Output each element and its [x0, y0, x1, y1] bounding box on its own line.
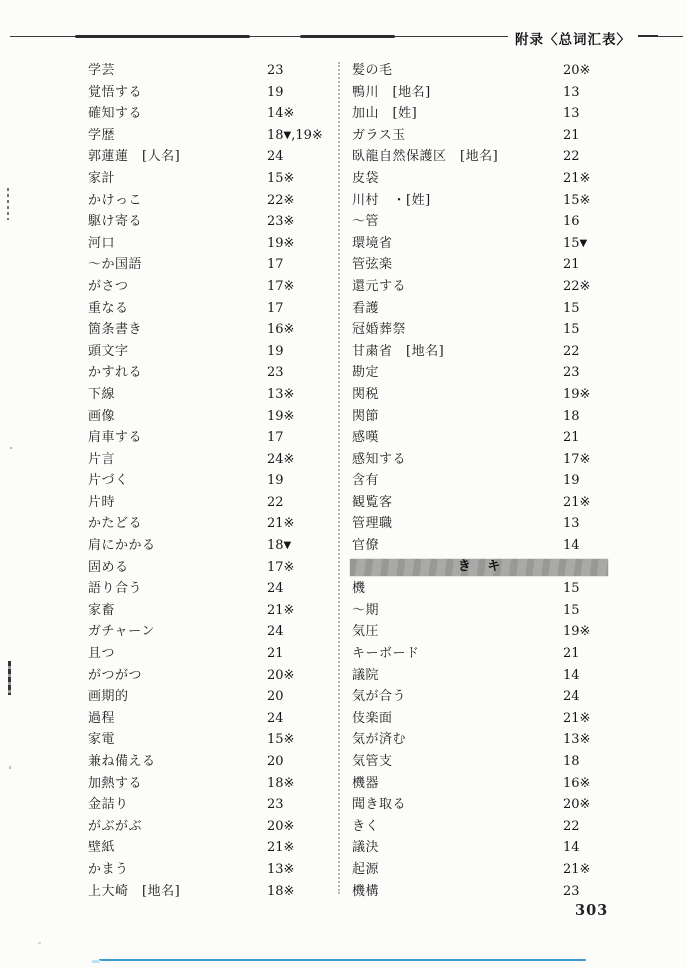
page-refs: 22 — [563, 343, 580, 359]
term-text: 気圧 — [352, 624, 380, 640]
list-item — [88, 621, 328, 643]
list-item — [88, 686, 328, 708]
term-text: 機 — [352, 581, 366, 597]
list-item — [352, 600, 608, 622]
page-refs: 21 — [267, 646, 284, 662]
term-text: がさつ — [88, 278, 129, 294]
page-refs: 23 — [267, 63, 284, 78]
list-item — [88, 794, 328, 816]
page-refs: 15 — [563, 322, 580, 338]
term-text: 加山 [姓] — [352, 106, 418, 122]
list-item — [352, 384, 608, 406]
list-item — [88, 103, 328, 125]
list-item — [88, 513, 328, 535]
page-refs: 23 — [563, 883, 580, 899]
list-item — [88, 470, 328, 492]
list-item — [352, 254, 608, 276]
list-item — [352, 837, 608, 859]
list-item — [88, 190, 328, 212]
term-text: 過程 — [88, 710, 116, 726]
term-text: 管理職 — [352, 516, 393, 532]
footer-accent-line — [99, 959, 586, 961]
term-text: 肩にかかる — [88, 538, 156, 554]
page-refs: 13 — [563, 84, 580, 100]
section-band-row — [352, 557, 608, 579]
page-refs: 21※ — [563, 710, 591, 726]
term-text: ガチャーン — [88, 624, 155, 640]
term-text: 冠婚葬祭 — [352, 322, 407, 338]
page-refs: 18※ — [267, 883, 295, 899]
term-text: 家計 — [88, 170, 116, 186]
term-text: 看護 — [352, 300, 380, 316]
scan-artifact — [38, 942, 41, 944]
scan-artifact — [9, 766, 11, 769]
page-refs: 24 — [267, 624, 284, 640]
term-text: 肩車する — [88, 430, 143, 446]
term-text: かすれる — [88, 365, 143, 381]
list-item — [352, 492, 608, 514]
list-item — [352, 276, 608, 298]
page-refs: 16※ — [267, 322, 295, 338]
term-text: 家電 — [88, 732, 116, 748]
list-item — [352, 298, 608, 320]
page-refs: 19※ — [563, 386, 591, 402]
page-refs: 19※ — [267, 408, 295, 424]
page-refs: 16※ — [563, 775, 591, 791]
term-text: 髪の毛 — [352, 63, 393, 78]
page-refs: 21※ — [563, 170, 591, 186]
term-text: 気が合う — [352, 689, 407, 705]
list-item — [88, 643, 328, 665]
list-item — [352, 190, 608, 212]
term-text: 固める — [88, 559, 129, 575]
page-number: 303 — [575, 902, 609, 917]
term-text: 観覧客 — [352, 494, 393, 510]
page-refs: 18※ — [267, 775, 295, 791]
term-text: 伎楽面 — [352, 710, 393, 726]
page-refs: 23 — [267, 797, 284, 813]
list-item — [88, 859, 328, 881]
vocab-column-right — [352, 60, 608, 902]
page-refs: 24※ — [267, 451, 295, 467]
term-text: 関税 — [352, 386, 380, 402]
page-refs: 18 — [563, 408, 580, 424]
page-refs: 21 — [563, 646, 580, 662]
list-item — [352, 125, 608, 147]
page-refs: 17※ — [563, 451, 591, 467]
page-refs: 15※ — [267, 170, 295, 186]
list-item — [88, 578, 328, 600]
page-refs: 17 — [267, 257, 284, 273]
term-text: ～管 — [352, 214, 380, 230]
column-divider — [338, 62, 340, 894]
list-item — [352, 643, 608, 665]
page-refs: 22 — [563, 149, 580, 165]
term-text: 河口 — [88, 235, 116, 251]
list-item — [88, 427, 328, 449]
list-item — [88, 168, 328, 190]
list-item — [352, 103, 608, 125]
page-refs: 23 — [267, 365, 284, 381]
term-text: 感知する — [352, 451, 407, 467]
list-item — [88, 341, 328, 363]
term-text: 川村 ・[姓] — [352, 192, 431, 208]
list-item — [88, 665, 328, 687]
term-text: 機器 — [352, 775, 380, 791]
page-refs: 13 — [563, 106, 580, 122]
list-item — [352, 686, 608, 708]
term-text: 片時 — [88, 494, 116, 510]
term-text: 上大崎 [地名] — [88, 883, 181, 899]
list-item — [88, 211, 328, 233]
list-item — [88, 60, 328, 82]
list-item — [88, 254, 328, 276]
page-refs: 15▼ — [563, 235, 588, 251]
page-refs: 20 — [267, 754, 284, 769]
footer-accent-line-tip — [91, 960, 101, 963]
page-refs: 18▼,19※ — [267, 127, 323, 143]
term-text: 議決 — [352, 840, 380, 856]
list-item — [88, 837, 328, 859]
term-text: 画期的 — [88, 689, 129, 705]
term-text: がぶがぶ — [88, 818, 143, 834]
page-refs: 13 — [563, 516, 580, 532]
term-text: 兼ね備える — [88, 754, 156, 769]
page-refs: 19 — [267, 473, 284, 489]
page-refs: 17 — [267, 300, 284, 316]
term-text: ～期 — [352, 602, 380, 618]
term-text: 関節 — [352, 408, 380, 424]
page-refs: 24 — [563, 689, 580, 705]
list-item — [352, 82, 608, 104]
page-refs: 15 — [563, 300, 580, 316]
page-refs: 21※ — [267, 602, 295, 618]
page-refs: 15※ — [563, 192, 591, 208]
page-refs: 22 — [267, 494, 284, 510]
list-item — [352, 578, 608, 600]
term-text: 含有 — [352, 473, 380, 489]
page-refs: 20※ — [563, 797, 591, 813]
page-refs: 21※ — [267, 516, 295, 532]
list-item — [88, 146, 328, 168]
page-refs: 21 — [563, 430, 580, 446]
term-text: 官僚 — [352, 538, 380, 554]
term-text: かたどる — [88, 516, 143, 532]
term-text: 気管支 — [352, 754, 393, 769]
page-refs: 24 — [267, 581, 284, 597]
scan-artifact — [8, 661, 11, 695]
page-refs: 15 — [563, 581, 580, 597]
page-refs: 14 — [563, 667, 580, 683]
list-item — [88, 600, 328, 622]
term-text: 語り合う — [88, 581, 143, 597]
list-item — [88, 125, 328, 147]
list-item — [352, 816, 608, 838]
page-refs: 15※ — [267, 732, 295, 748]
page-refs: 19 — [563, 473, 580, 489]
page-refs: 20 — [267, 689, 284, 705]
list-item — [352, 859, 608, 881]
term-text: 環境省 — [352, 235, 393, 251]
term-text: 聞き取る — [352, 797, 407, 813]
term-text: がつがつ — [88, 667, 143, 683]
list-item — [352, 319, 608, 341]
list-item — [352, 146, 608, 168]
term-text: 片づく — [88, 473, 129, 489]
list-item — [88, 319, 328, 341]
term-text: 鴨川 [地名] — [352, 84, 431, 100]
list-item — [88, 535, 328, 557]
term-text: キーボード — [352, 646, 420, 662]
list-item — [352, 341, 608, 363]
list-item — [88, 492, 328, 514]
term-text: 臥龍自然保護区 [地名] — [352, 149, 499, 165]
list-item — [88, 298, 328, 320]
term-text: 還元する — [352, 278, 407, 294]
page-refs: 15 — [563, 602, 580, 618]
page-refs: 21※ — [563, 494, 591, 510]
list-item — [88, 708, 328, 730]
list-item — [352, 729, 608, 751]
term-text: 加熱する — [88, 775, 143, 791]
term-text: 起源 — [352, 861, 380, 877]
list-item — [352, 406, 608, 428]
term-text: ガラス玉 — [352, 127, 406, 143]
term-text: 覚悟する — [88, 84, 143, 100]
term-text: 皮袋 — [352, 170, 380, 186]
page-refs: 21※ — [563, 861, 591, 877]
page-refs: 21 — [563, 257, 580, 273]
list-item — [352, 794, 608, 816]
section-band: き キ — [350, 559, 608, 576]
term-text: 確知する — [88, 106, 143, 122]
term-text: 学芸 — [88, 63, 116, 78]
list-item — [352, 362, 608, 384]
list-item — [88, 729, 328, 751]
list-item — [88, 362, 328, 384]
term-text: 片言 — [88, 451, 116, 467]
page-refs: 22 — [563, 818, 580, 834]
page-refs: 22※ — [267, 192, 295, 208]
term-text: 箇条書き — [88, 322, 143, 338]
list-item — [88, 384, 328, 406]
term-text: かけっこ — [88, 192, 143, 208]
term-text: 重なる — [88, 300, 129, 316]
page-refs: 17※ — [267, 559, 295, 575]
term-text: かまう — [88, 861, 129, 877]
term-text: 金詰り — [88, 797, 129, 813]
header-rule-segment — [300, 35, 395, 38]
page-refs: 21 — [563, 127, 580, 143]
list-item — [88, 881, 328, 903]
list-item — [88, 816, 328, 838]
page-refs: 19 — [267, 343, 284, 359]
list-item — [352, 513, 608, 535]
term-text: 感嘆 — [352, 430, 380, 446]
term-text: 下線 — [88, 386, 116, 402]
list-item — [88, 449, 328, 471]
list-item — [352, 621, 608, 643]
page-refs: 14※ — [267, 106, 295, 122]
list-item — [352, 470, 608, 492]
page-refs: 16 — [563, 214, 580, 230]
term-text: 家畜 — [88, 602, 116, 618]
scan-artifact — [7, 188, 9, 220]
page-refs: 17 — [267, 430, 284, 446]
page-refs: 20※ — [267, 818, 295, 834]
page-refs: 14 — [563, 840, 580, 856]
page-refs: 13※ — [267, 861, 295, 877]
list-item — [352, 60, 608, 82]
term-text: 気が済む — [352, 732, 407, 748]
list-item — [352, 535, 608, 557]
page-refs: 20※ — [267, 667, 295, 683]
list-item — [88, 233, 328, 255]
header-rule-segment — [75, 35, 250, 38]
term-text: 勘定 — [352, 365, 380, 381]
page-refs: 22※ — [563, 278, 591, 294]
page-refs: 20※ — [563, 63, 591, 78]
page-refs: 14 — [563, 538, 580, 554]
page-refs: 24 — [267, 149, 284, 165]
page-refs: 19 — [267, 84, 284, 100]
page-refs: 13※ — [267, 386, 295, 402]
page-refs: 17※ — [267, 278, 295, 294]
scan-artifact — [10, 447, 12, 449]
page-refs: 18▼ — [267, 538, 292, 554]
term-text: きく — [352, 818, 380, 834]
term-text: 郭蓮蓮 [人名] — [88, 149, 181, 165]
page-refs: 19※ — [563, 624, 591, 640]
list-item — [352, 665, 608, 687]
term-text: 甘粛省 [地名] — [352, 343, 445, 359]
page-refs: 19※ — [267, 235, 295, 251]
term-text: 管弦楽 — [352, 257, 393, 273]
list-item — [352, 708, 608, 730]
term-text: 壁紙 — [88, 840, 116, 856]
page-refs: 24 — [267, 710, 284, 726]
vocab-column-left — [88, 60, 328, 902]
page-refs: 21※ — [267, 840, 295, 856]
term-text: 画像 — [88, 408, 116, 424]
term-text: 学歴 — [88, 127, 116, 143]
list-item — [352, 168, 608, 190]
list-item — [88, 82, 328, 104]
term-text: 駆け寄る — [88, 214, 143, 230]
page-title: 附录〈总词汇表〉 — [508, 28, 638, 48]
term-text: ～か国語 — [88, 257, 143, 273]
term-text: 議院 — [352, 667, 380, 683]
term-text: 頭文字 — [88, 343, 129, 359]
list-item — [88, 406, 328, 428]
list-item — [352, 211, 608, 233]
term-text: 且つ — [88, 646, 116, 662]
list-item — [352, 233, 608, 255]
list-item — [88, 557, 328, 579]
list-item — [88, 773, 328, 795]
list-item — [352, 881, 608, 903]
list-item — [352, 449, 608, 471]
list-item — [88, 276, 328, 298]
page-refs: 18 — [563, 754, 580, 769]
term-text: 機構 — [352, 883, 380, 899]
page-refs: 13※ — [563, 732, 591, 748]
page-refs: 23 — [563, 365, 580, 381]
list-item — [88, 751, 328, 773]
list-item — [352, 751, 608, 773]
list-item — [352, 427, 608, 449]
list-item — [352, 773, 608, 795]
page-refs: 23※ — [267, 214, 295, 230]
